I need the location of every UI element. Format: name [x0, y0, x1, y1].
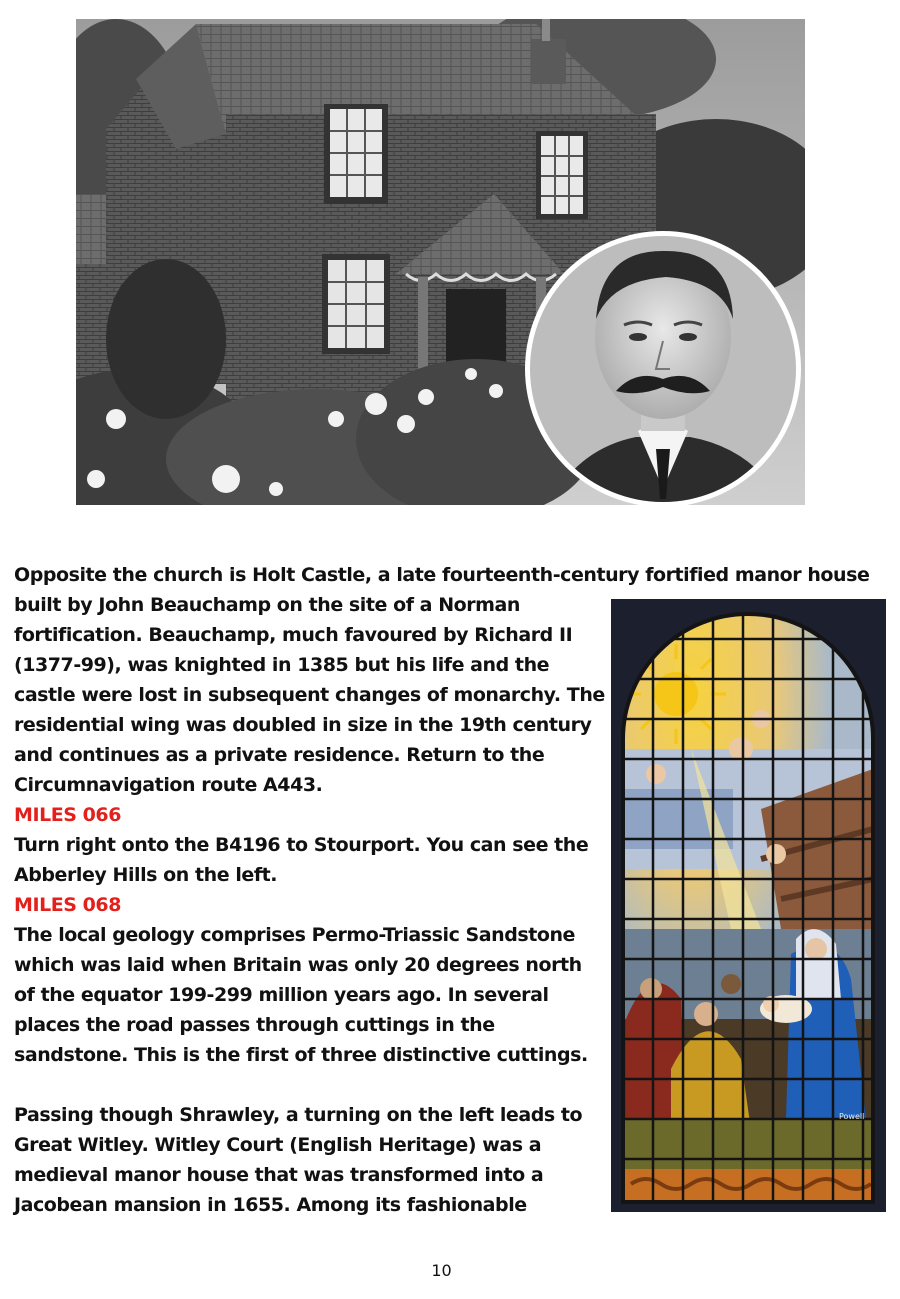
section-068-line: sandstone. This is the first of three distinctive cuttings.	[14, 1044, 588, 1066]
body-line: (1377-99), was knighted in 1385 but his life and the	[14, 654, 550, 676]
shrawley-line: medieval manor house that was transformed into a	[14, 1164, 544, 1186]
shrawley-line: Jacobean mansion in 1655. Among its fashionable	[14, 1194, 527, 1216]
body-line: residential wing was doubled in size in the 19th century	[14, 714, 592, 736]
miles-068-heading: MILES 068	[14, 894, 121, 916]
body-line: and continues as a private residence. Return to the	[14, 744, 545, 766]
body-line: castle were lost in subsequent changes of monarchy. The	[14, 684, 605, 706]
page-number: 10	[431, 1261, 452, 1280]
body-line: built by John Beauchamp on the site of a Norman	[14, 594, 520, 616]
cottage-photo-drawing	[76, 19, 805, 505]
body-line: fortification. Beauchamp, much favoured by Richard II	[14, 624, 573, 646]
upper-right-window	[536, 131, 588, 219]
article-text	[14, 560, 874, 1220]
shrawley-line: Passing though Shrawley, a turning on the left leads to	[14, 1104, 583, 1126]
section-066-line: Abberley Hills on the left.	[14, 864, 278, 886]
shrawley-line: Great Witley. Witley Court (English Heritage) was a	[14, 1134, 542, 1156]
section-068-line: places the road passes through cuttings in the	[14, 1014, 495, 1036]
body-line: Circumnavigation route A443.	[14, 774, 323, 796]
section-068-line: of the equator 199-299 million years ago. In several	[14, 984, 549, 1006]
upper-left-window	[324, 104, 388, 204]
paragraph-spacer	[14, 1070, 874, 1100]
section-068-line: The local geology comprises Permo-Triassic Sandstone	[14, 924, 575, 946]
lower-left-window	[322, 254, 390, 354]
section-066-line: Turn right onto the B4196 to Stourport. You can see the	[14, 834, 589, 856]
miles-066-heading: MILES 066	[14, 804, 121, 826]
window-maker-signature: Powell	[839, 1112, 865, 1121]
cottage-with-portrait-image	[76, 19, 805, 505]
section-068-line: which was laid when Britain was only 20 degrees north	[14, 954, 582, 976]
body-line: Opposite the church is Holt Castle, a late fourteenth-century fortified manor house	[14, 564, 870, 586]
